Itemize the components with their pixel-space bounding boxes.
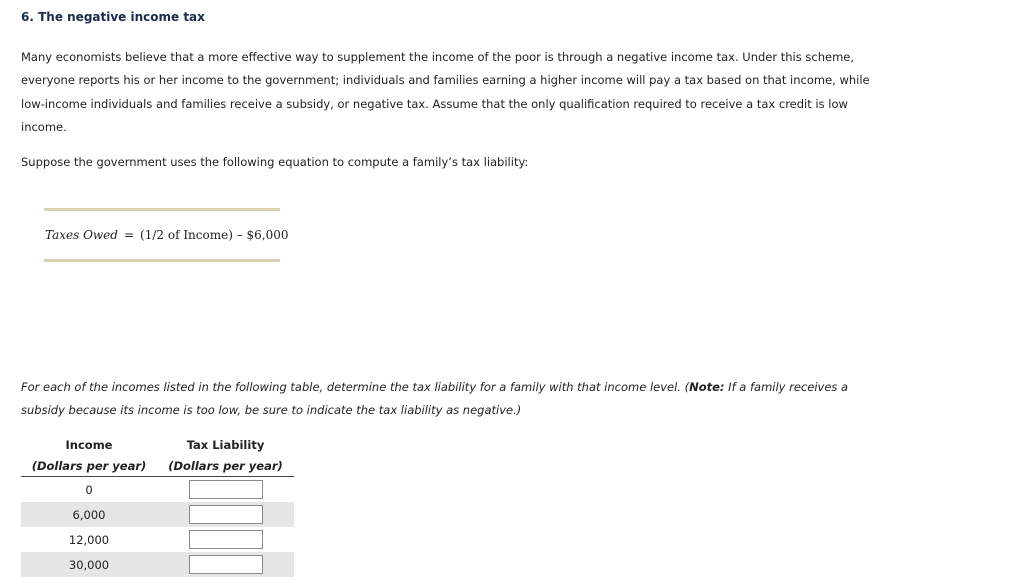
income-cell: 6,000	[21, 502, 157, 527]
intro-line: Many economists believe that a more effective way to supplement the income of the poor is through a negative income tax. Under this scheme,	[21, 50, 855, 64]
table-row	[21, 552, 294, 577]
tax-liability-input[interactable]	[189, 505, 263, 524]
table-row	[21, 502, 294, 527]
tax-liability-column-unit: (Dollars per year)	[157, 455, 294, 477]
equation-operator: =	[123, 228, 135, 242]
question-title: 6. The negative income tax	[21, 10, 205, 24]
intro-line: everyone reports his or her income to the government; individuals and families earning a higher income will pay a tax based on that income, while	[21, 73, 870, 88]
tax-liability-cell	[157, 477, 294, 503]
tax-liability-cell	[157, 502, 294, 527]
equation-bottom-rule	[44, 259, 280, 262]
tax-liability-cell	[157, 552, 294, 577]
income-column-header: Income	[65, 437, 113, 452]
intro-paragraph	[21, 46, 901, 139]
income-cell: 30,000	[21, 552, 157, 577]
suppose-text: Suppose the government uses the following equation to compute a family’s tax liability:	[21, 155, 529, 169]
income-cell: 12,000	[68, 532, 110, 547]
tax-liability-cell	[157, 527, 294, 552]
instruction-line-1	[21, 376, 921, 399]
income-cell: 0	[85, 482, 93, 497]
table-row	[21, 477, 294, 503]
tax-equation	[45, 228, 289, 242]
intro-line: income.	[21, 119, 67, 134]
intro-line: low-income individuals and families receive a subsidy, or negative tax. Assume that the only qualification required to receive a tax credit is low	[21, 96, 848, 111]
tax-liability-input[interactable]	[189, 480, 263, 499]
equation-rhs: (1/2 of Income) – $6,000	[140, 228, 289, 242]
tax-liability-table	[21, 434, 294, 577]
table-row	[21, 527, 294, 552]
tax-liability-input[interactable]	[189, 555, 263, 574]
table-instructions	[21, 376, 921, 423]
instruction-text: For each of the incomes listed in the following table, determine the tax liability for a family with that income level. (	[21, 380, 690, 394]
equation-top-rule	[44, 208, 280, 211]
equation-lhs: Taxes Owed	[45, 228, 118, 242]
instruction-text: If a family receives a	[724, 380, 849, 394]
income-column-unit: (Dollars per year)	[21, 455, 157, 477]
note-label: Note:	[689, 380, 725, 394]
tax-liability-column-header: Tax Liability	[186, 437, 265, 452]
tax-liability-input[interactable]	[189, 530, 263, 549]
instruction-line-2: subsidy because its income is too low, be sure to indicate the tax liability as negative.)	[21, 403, 522, 418]
equation-box	[44, 208, 289, 262]
